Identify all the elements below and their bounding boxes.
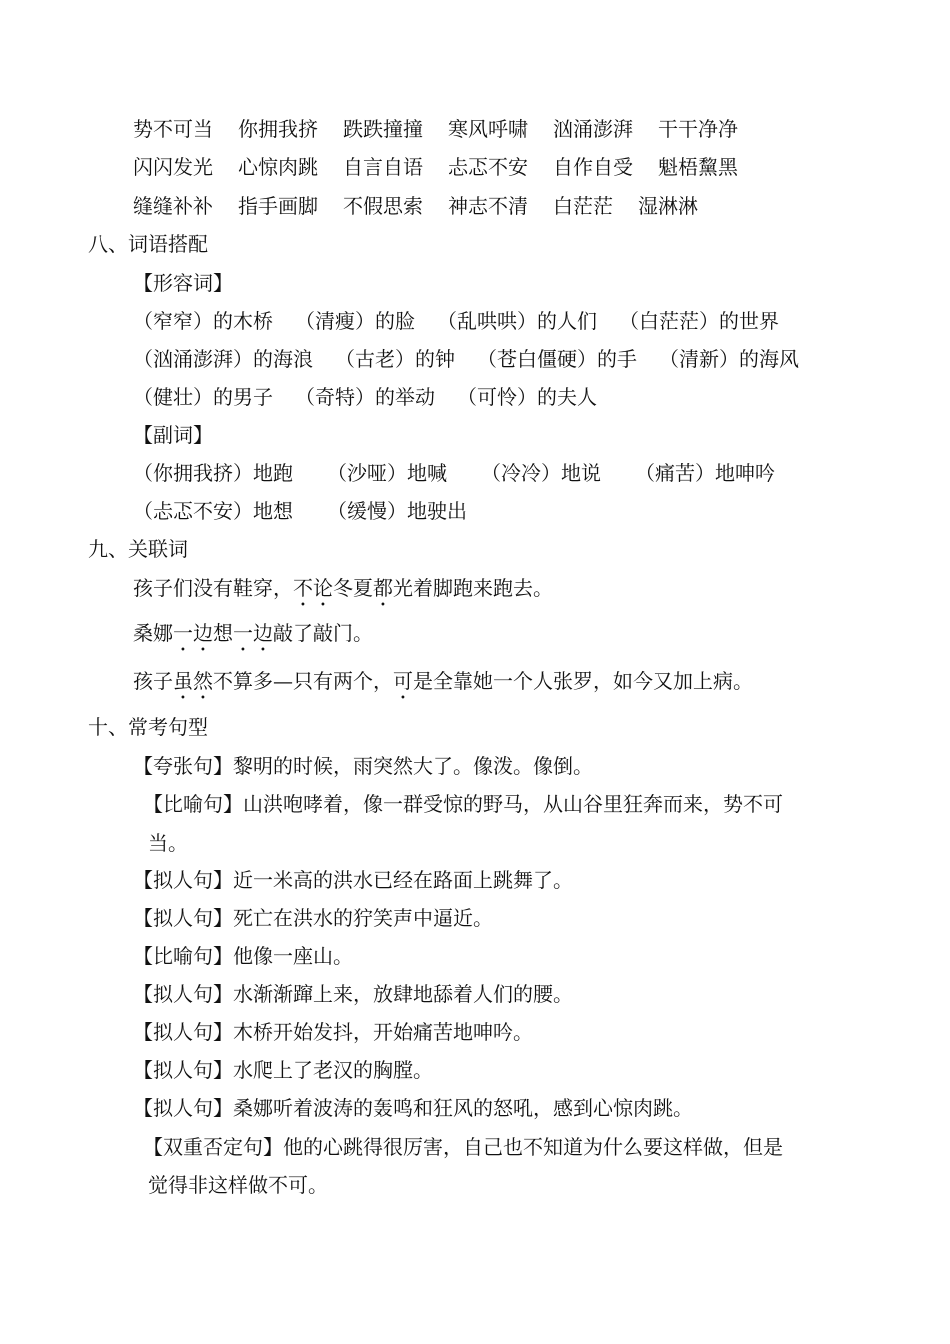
word: 跌跌撞撞 (343, 117, 423, 141)
section-heading: 八、词语搭配 (88, 232, 208, 256)
section-heading: 十、常考句型 (88, 715, 208, 739)
emphasized-conjunction: 虽然 (173, 669, 213, 693)
word: 势不可当 (133, 117, 213, 141)
word: 白茫茫 (553, 194, 613, 218)
phrase: （乱哄哄）的人们 (437, 309, 597, 333)
phrase: （健壮）的男子 (133, 385, 273, 409)
pattern-text-continued: 当。 (148, 831, 188, 855)
pattern-text: 他的心跳得很厉害，自己也不知道为什么要这样做，但是 (283, 1135, 783, 1159)
section-heading: 九、关联词 (88, 537, 188, 561)
text: 光着脚跑来跑去。 (393, 576, 553, 600)
text: 桑娜 (133, 621, 173, 645)
word-row (133, 117, 763, 141)
phrase: （可怜）的夫人 (457, 385, 597, 409)
pattern-text: 死亡在洪水的狞笑声中逼近。 (233, 906, 493, 930)
pattern-text: 木桥开始发抖，开始痛苦地呻吟。 (233, 1020, 533, 1044)
phrase: （窄窄）的木桥 (133, 309, 273, 333)
sentence-pattern (143, 792, 783, 816)
word: 寒风呼啸 (448, 117, 528, 141)
emphasized-conjunction: 都 (373, 576, 393, 600)
pattern-text: 桑娜听着波涛的轰鸣和狂风的怒吼，感到心惊肉跳。 (233, 1096, 693, 1120)
word: 干干净净 (658, 117, 738, 141)
word: 魁梧黧黑 (658, 155, 738, 179)
pattern-text: 山洪咆哮着，像一群受惊的野马，从山谷里狂奔而来，势不可 (243, 792, 783, 816)
sentence-pattern (133, 868, 573, 892)
phrase-row (133, 347, 821, 371)
word: 指手画脚 (238, 194, 318, 218)
phrase: （苍白僵硬）的手 (477, 347, 637, 371)
word: 汹涌澎湃 (553, 117, 633, 141)
sentence-pattern (133, 754, 593, 778)
pattern-tag: 【拟人句】 (133, 982, 233, 1006)
sentence-pattern (133, 944, 353, 968)
sentence-pattern (133, 906, 493, 930)
text: 不算多—只有两个， (213, 669, 393, 693)
phrase: （你拥我挤）地跑 (133, 461, 293, 485)
emphasized-conjunction: 不论 (293, 576, 333, 600)
sentence-pattern (133, 982, 573, 1006)
text: 敲了敲门。 (273, 621, 373, 645)
emphasized-conjunction: 可 (393, 669, 413, 693)
sentence (133, 669, 753, 704)
pattern-tag: 【双重否定句】 (143, 1135, 283, 1159)
phrase: （沙哑）地喊 (327, 461, 447, 485)
phrase-row (133, 385, 619, 409)
pattern-text: 近一米高的洪水已经在路面上跳舞了。 (233, 868, 573, 892)
phrase: （缓慢）地驶出 (327, 499, 467, 523)
pattern-tag: 【夸张句】 (133, 754, 233, 778)
sentence-pattern (133, 1020, 533, 1044)
pattern-text: 他像一座山。 (233, 944, 353, 968)
emphasized-conjunction: 一边 (233, 621, 273, 645)
pattern-tag: 【比喻句】 (133, 944, 233, 968)
word: 自言自语 (343, 155, 423, 179)
sentence (133, 576, 553, 611)
text: 是全靠她一个人张罗，如今又加上病。 (413, 669, 753, 693)
pattern-tag: 【拟人句】 (133, 906, 233, 930)
emphasized-conjunction: 一边 (173, 621, 213, 645)
word: 自作自受 (553, 155, 633, 179)
pattern-tag: 【拟人句】 (133, 1096, 233, 1120)
word: 闪闪发光 (133, 155, 213, 179)
sentence (133, 621, 373, 656)
text: 孩子们没有鞋穿， (133, 576, 293, 600)
subheading: 【形容词】 (133, 271, 233, 295)
phrase: （汹涌澎湃）的海浪 (133, 347, 313, 371)
sentence-pattern (133, 1058, 433, 1082)
subheading: 【副词】 (133, 423, 213, 447)
sentence-pattern (133, 1096, 693, 1120)
phrase: （清瘦）的脸 (295, 309, 415, 333)
text: 冬夏 (333, 576, 373, 600)
text: 孩子 (133, 669, 173, 693)
word: 不假思索 (343, 194, 423, 218)
sentence-pattern (143, 1135, 783, 1159)
phrase: （清新）的海风 (659, 347, 799, 371)
pattern-tag: 【比喻句】 (143, 792, 243, 816)
phrase: （忐忑不安）地想 (133, 499, 293, 523)
word: 湿淋淋 (638, 194, 698, 218)
pattern-text: 水爬上了老汉的胸膛。 (233, 1058, 433, 1082)
phrase: （古老）的钟 (335, 347, 455, 371)
phrase-row (133, 461, 797, 485)
word: 神志不清 (448, 194, 528, 218)
text: 想 (213, 621, 233, 645)
word-row (133, 194, 723, 218)
pattern-text: 水渐渐蹿上来，放肆地舔着人们的腰。 (233, 982, 573, 1006)
pattern-text-continued: 觉得非这样做不可。 (148, 1173, 328, 1197)
word: 缝缝补补 (133, 194, 213, 218)
pattern-tag: 【拟人句】 (133, 1058, 233, 1082)
word-row (133, 155, 763, 179)
phrase: （奇特）的举动 (295, 385, 435, 409)
word: 心惊肉跳 (238, 155, 318, 179)
pattern-tag: 【拟人句】 (133, 868, 233, 892)
phrase-row (133, 309, 801, 333)
phrase: （白茫茫）的世界 (619, 309, 779, 333)
pattern-text: 黎明的时候，雨突然大了。像泼。像倒。 (233, 754, 593, 778)
word: 忐忑不安 (448, 155, 528, 179)
word: 你拥我挤 (238, 117, 318, 141)
phrase: （冷冷）地说 (481, 461, 601, 485)
phrase-row (133, 499, 489, 523)
phrase: （痛苦）地呻吟 (635, 461, 775, 485)
pattern-tag: 【拟人句】 (133, 1020, 233, 1044)
